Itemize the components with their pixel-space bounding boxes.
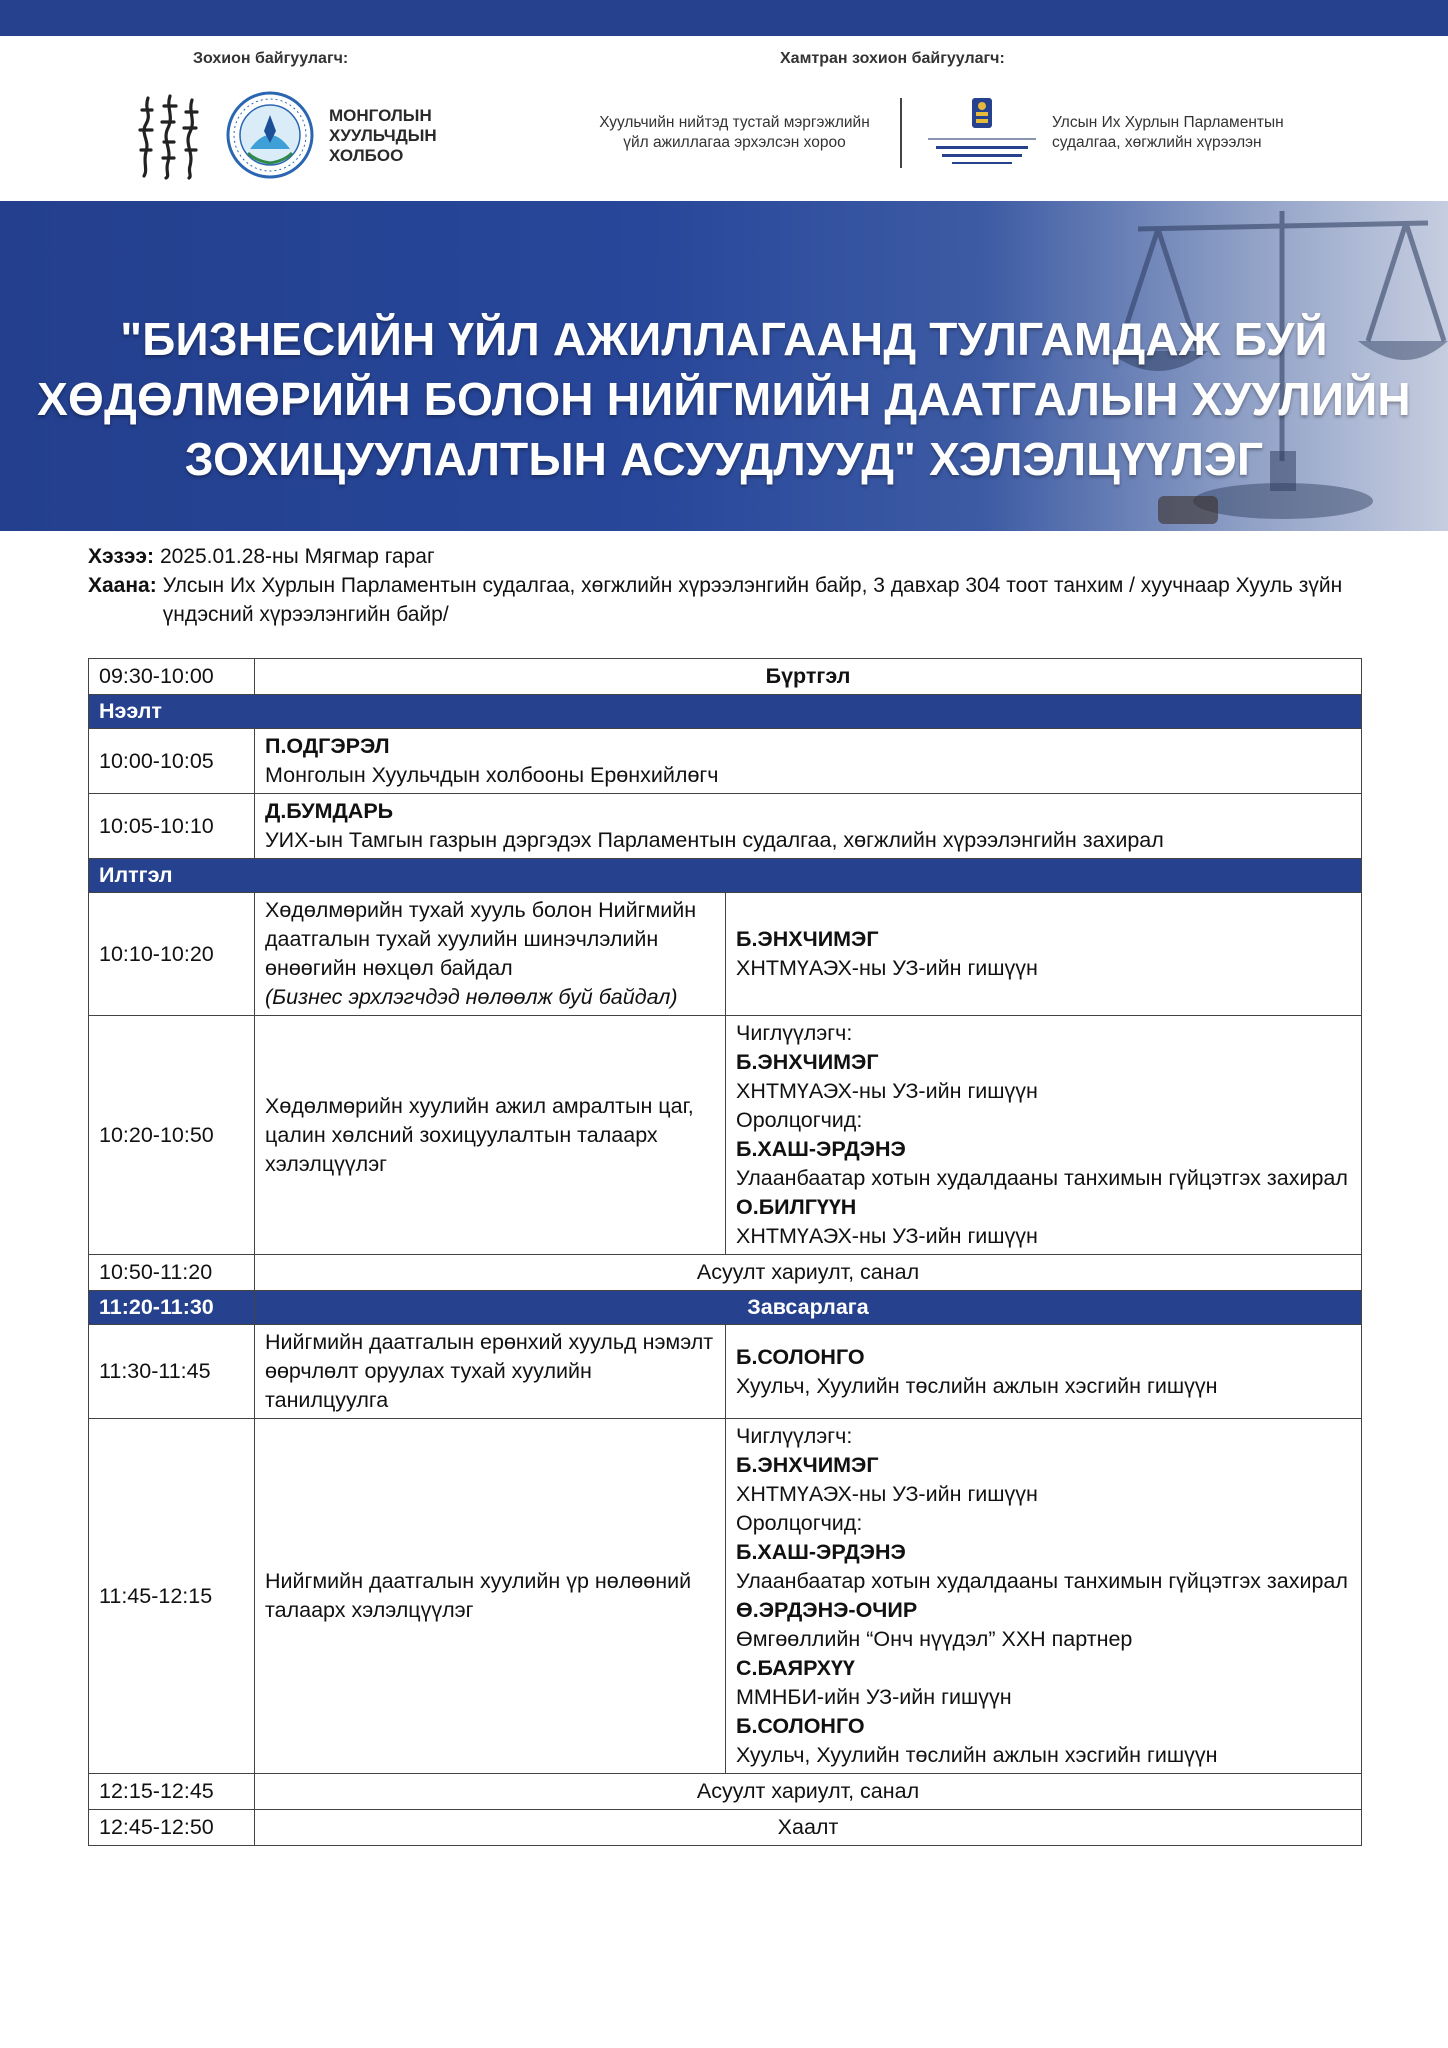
parliament-institute-emblem bbox=[922, 94, 1042, 176]
presentation-section-label: Илтгэл bbox=[89, 859, 1362, 893]
speaker-role: ММНБИ-ийн УЗ-ийн гишүүн bbox=[736, 1685, 1012, 1709]
agenda-row bbox=[89, 1255, 1362, 1291]
speaker-name: Б.ЭНХЧИМЭГ bbox=[736, 1050, 879, 1074]
date-value: 2025.01.28-ны Мягмар гараг bbox=[159, 545, 435, 568]
speaker-role: Хуульч, Хуулийн төслийн ажлын хэсгийн гишүүн bbox=[736, 1743, 1218, 1767]
topic-text: Нийгмийн даатгалын хуулийн үр нөлөөний талаарх хэлэлцүүлэг bbox=[265, 1569, 692, 1622]
agenda-table bbox=[88, 658, 1362, 1846]
title-line: ЗОХИЦУУЛАЛТЫН АСУУДЛУУД" ХЭЛЭЛЦҮҮЛЭГ bbox=[184, 433, 1264, 485]
speaker-role: ХНТМҮАЭХ-ны УЗ-ийн гишүүн bbox=[736, 1482, 1038, 1506]
event-details bbox=[88, 542, 1368, 629]
time-cell: 10:00-10:05 bbox=[89, 729, 255, 794]
speaker-cell bbox=[726, 893, 1362, 1016]
topic-text: Хөдөлмөрийн тухай хууль болон Нийгмийн даатгалын тухай хуулийн шинэчлэлийн өнөөгийн нөхцөл байдал bbox=[265, 898, 697, 980]
top-color-bar bbox=[0, 0, 1448, 36]
speaker-role: Хуульч, Хуулийн төслийн ажлын хэсгийн гишүүн bbox=[736, 1373, 1218, 1398]
speaker-cell bbox=[255, 794, 1362, 859]
section-header-row bbox=[89, 695, 1362, 729]
assoc-name-line: МОНГОЛЫН bbox=[329, 106, 432, 125]
committee-name-line: үйл ажиллагаа эрхэлсэн хороо bbox=[623, 134, 846, 151]
time-cell: 10:10-10:20 bbox=[89, 893, 255, 1016]
date-row bbox=[88, 542, 1368, 571]
agenda-row bbox=[89, 1419, 1362, 1774]
speaker-name: Б.ЭНХЧИМЭГ bbox=[736, 927, 879, 951]
participants-label: Оролцогчид: bbox=[736, 1511, 863, 1535]
time-cell: 10:50-11:20 bbox=[89, 1255, 255, 1291]
title-line: "БИЗНЕСИЙН ҮЙЛ АЖИЛЛАГААНД ТУЛГАМДАЖ БУЙ bbox=[120, 313, 1328, 365]
time-cell: 11:20-11:30 bbox=[89, 1291, 255, 1325]
topic-cell bbox=[255, 893, 726, 1016]
date-label: Хэзээ: bbox=[88, 545, 154, 568]
bar-association-name bbox=[329, 106, 469, 166]
speaker-name: Б.ХАШ-ЭРДЭНЭ bbox=[736, 1540, 906, 1564]
registration-cell: Бүртгэл bbox=[255, 659, 1362, 695]
time-cell: 10:05-10:10 bbox=[89, 794, 255, 859]
speaker-name: Б.ХАШ-ЭРДЭНЭ bbox=[736, 1137, 906, 1161]
break-row bbox=[89, 1291, 1362, 1325]
speaker-cell bbox=[255, 729, 1362, 794]
topic-cell bbox=[255, 1419, 726, 1774]
parliament-institute-name bbox=[1052, 113, 1352, 153]
closing-cell: Хаалт bbox=[255, 1810, 1362, 1846]
time-cell: 10:20-10:50 bbox=[89, 1016, 255, 1255]
agenda-row bbox=[89, 794, 1362, 859]
agenda-row bbox=[89, 729, 1362, 794]
speaker-role: УИХ-ын Тамгын газрын дэргэдэх Парламентын судалгаа, хөгжлийн хүрээлэнгийн захирал bbox=[265, 828, 1164, 852]
break-label: Завсарлага bbox=[255, 1291, 1362, 1325]
event-title bbox=[30, 309, 1418, 489]
qa-cell: Асуулт хариулт, санал bbox=[255, 1255, 1362, 1291]
participants-label: Оролцогчид: bbox=[736, 1108, 863, 1132]
time-cell: 11:45-12:15 bbox=[89, 1419, 255, 1774]
speaker-name: Б.СОЛОНГО bbox=[736, 1714, 865, 1738]
speaker-name: Д.БУМДАРЬ bbox=[265, 799, 394, 823]
time-cell: 09:30-10:00 bbox=[89, 659, 255, 695]
assoc-name-line: ХОЛБОО bbox=[329, 146, 404, 165]
section-header-row bbox=[89, 859, 1362, 893]
mongolian-script-logo bbox=[134, 92, 206, 180]
speaker-cell bbox=[726, 1419, 1362, 1774]
opening-section-label: Нээлт bbox=[89, 695, 1362, 729]
speaker-name: Б.СОЛОНГО bbox=[736, 1344, 865, 1369]
institute-name-line: судалгаа, хөгжлийн хүрээлэн bbox=[1052, 134, 1262, 151]
agenda-row bbox=[89, 659, 1362, 695]
committee-name-line: Хуульчийн нийтэд тустай мэргэжлийн bbox=[599, 114, 870, 131]
speaker-cell bbox=[726, 1016, 1362, 1255]
logo-divider bbox=[900, 98, 902, 168]
venue-value: Улсын Их Хурлын Парламентын судалгаа, хөгжлийн хүрээлэнгийн байр, 3 давхар 304 тоот танхим / хуучнаар Хууль зүйн үндэсний хүрээлэнгийн байр/ bbox=[162, 574, 1343, 626]
co-organizer-caption: Хамтран зохион байгуулагч: bbox=[780, 50, 1005, 67]
topic-text: Хөдөлмөрийн хуулийн ажил амралтын цаг, цалин хөлсний зохицуулалтын талаарх хэлэлцүүлэг bbox=[265, 1093, 694, 1176]
time-cell: 11:30-11:45 bbox=[89, 1325, 255, 1419]
title-line: ХӨДӨЛМӨРИЙН БОЛОН НИЙГМИЙН ДААТГАЛЫН ХУУЛИЙН bbox=[37, 373, 1411, 425]
topic-cell bbox=[255, 1325, 726, 1419]
time-cell: 12:45-12:50 bbox=[89, 1810, 255, 1846]
venue-label: Хаана: bbox=[88, 574, 157, 597]
speaker-name: Ө.ЭРДЭНЭ-ОЧИР bbox=[736, 1598, 918, 1622]
agenda-row bbox=[89, 1810, 1362, 1846]
speaker-role: ХНТМҮАЭХ-ны УЗ-ийн гишүүн bbox=[736, 1079, 1038, 1103]
speaker-cell bbox=[726, 1325, 1362, 1419]
institute-name-line: Улсын Их Хурлын Парламентын bbox=[1052, 114, 1284, 131]
speaker-role: ХНТМҮАЭХ-ны УЗ-ийн гишүүн bbox=[736, 1224, 1038, 1248]
topic-cell bbox=[255, 1016, 726, 1255]
speaker-name: С.БАЯРХҮҮ bbox=[736, 1656, 855, 1680]
agenda-row bbox=[89, 1774, 1362, 1810]
speaker-role: Монголын Хуульчдын холбооны Ерөнхийлөгч bbox=[265, 763, 719, 787]
assoc-name-line: ХУУЛЬЧДЫН bbox=[329, 126, 437, 145]
speaker-name: О.БИЛГҮҮН bbox=[736, 1195, 857, 1219]
moderator-label: Чиглүүлэгч: bbox=[736, 1424, 853, 1448]
speaker-name: П.ОДГЭРЭЛ bbox=[265, 734, 390, 758]
topic-text: Нийгмийн даатгалын ерөнхий хуульд нэмэлт өөрчлөлт оруулах тухай хуулийн танилцуулга bbox=[265, 1330, 714, 1412]
speaker-role: Өмгөөллийн “Онч нүүдэл” ХХН партнер bbox=[736, 1627, 1133, 1651]
agenda-row bbox=[89, 1325, 1362, 1419]
organizer-caption: Зохион байгуулагч: bbox=[193, 50, 349, 67]
speaker-role: ХНТМҮАЭХ-ны УЗ-ийн гишүүн bbox=[736, 956, 1038, 980]
venue-row bbox=[88, 571, 1368, 629]
speaker-role: Улаанбаатар хотын худалдааны танхимын гүйцэтгэх захирал bbox=[736, 1166, 1348, 1190]
committee-name bbox=[582, 113, 887, 153]
speaker-name: Б.ЭНХЧИМЭГ bbox=[736, 1453, 879, 1477]
speaker-role: Улаанбаатар хотын худалдааны танхимын гүйцэтгэх захирал bbox=[736, 1569, 1348, 1593]
organizer-header bbox=[0, 36, 1448, 201]
agenda-row bbox=[89, 1016, 1362, 1255]
title-banner bbox=[0, 201, 1448, 531]
bar-association-seal bbox=[226, 91, 314, 179]
time-cell: 12:15-12:45 bbox=[89, 1774, 255, 1810]
agenda-row bbox=[89, 893, 1362, 1016]
qa-cell: Асуулт хариулт, санал bbox=[255, 1774, 1362, 1810]
moderator-label: Чиглүүлэгч: bbox=[736, 1021, 853, 1045]
topic-note: (Бизнес эрхлэгчдэд нөлөөлж буй байдал) bbox=[265, 985, 678, 1009]
